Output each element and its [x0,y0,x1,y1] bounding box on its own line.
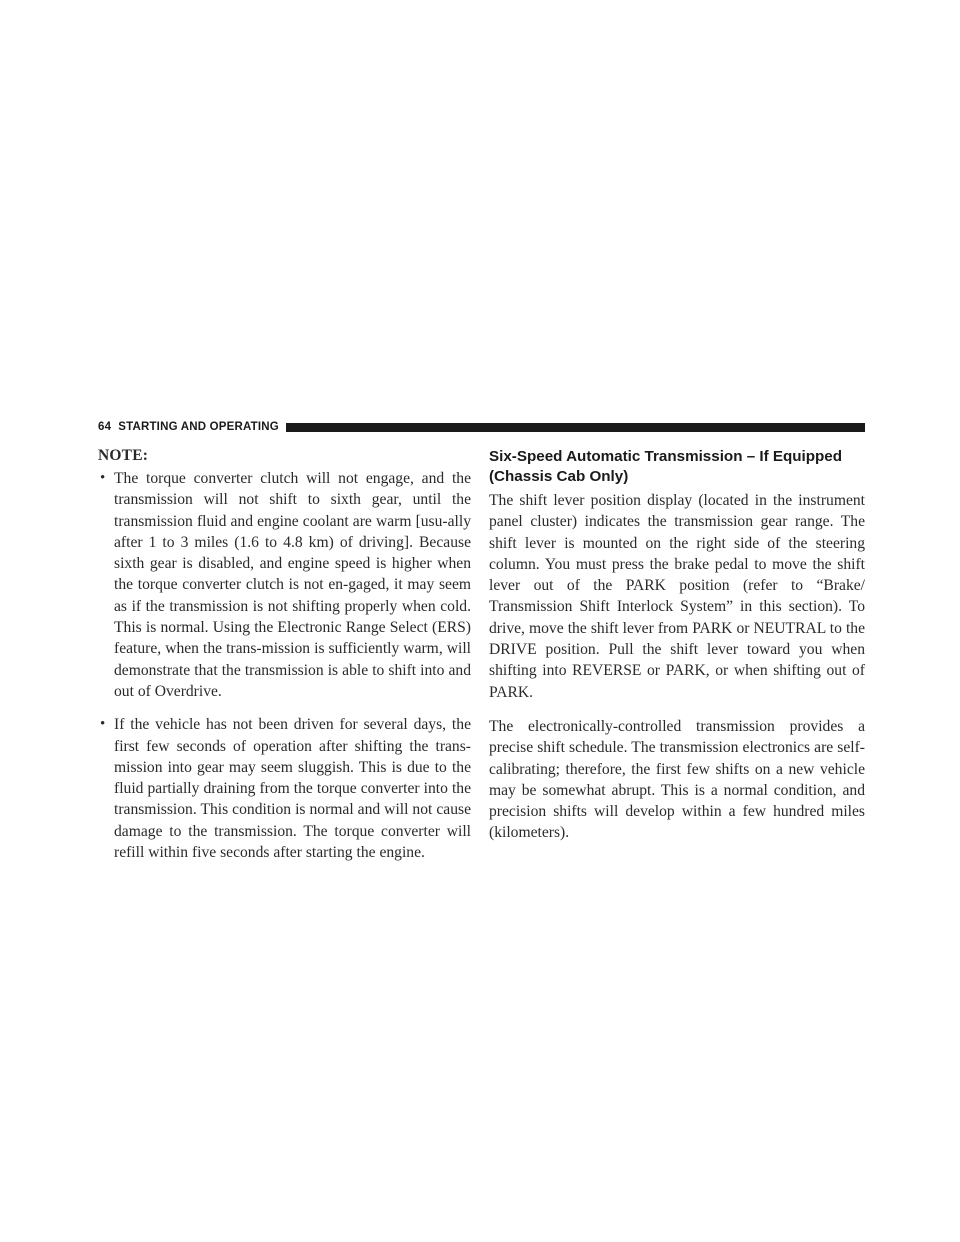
page-number: 64 [98,421,112,433]
bullet-icon: • [100,470,106,486]
page-header [98,420,865,434]
header-rule [286,423,865,432]
bullet-icon: • [100,716,106,733]
bullet-text: The torque converter clutch will not engage, and the transmission will not shift to sixth gear, until the transmission fluid and engine coolant are warm [usu-ally after 1 to 3 miles (1.6 to 4.8 km) of driving]. Because sixth gear is disabled, and engine speed is higher when the torque converter clutch is not en-gaged, it may seem as if the transmission is not shifting properly when cold. This is normal. Using the Electronic Range Select (ERS) feature, when the trans-mission is sufficiently warm, will demonstrate that the transmission is able to shift into and out of Overdrive. [114,470,471,700]
paragraph: The shift lever position display (located in the instrument panel cluster) indicates the transmission gear range. The shift lever is mounted on the right side of the steering column. You must press the brake pedal to move the shift lever out of the PARK position (refer to “Brake/ Transmission Shift Interlock System” in this section). To drive, move the shift lever from PARK or NEUTRAL to the DRIVE position. Pull the shift lever toward you when shifting into REVERSE or PARK, or when shifting out of PARK. [489,492,865,701]
list-item [98,714,471,863]
list-item [98,468,471,702]
paragraph: The electronically-controlled transmission provides a precise shift schedule. The transmission electronics are self-calibrating; therefore, the first few shifts on a new vehicle may be somewhat abrupt. This is a normal condition, and precision shifts will develop within a few hundred miles (kilometers). [489,717,865,842]
left-column [98,447,471,875]
right-column [489,447,865,857]
note-bullet-list [98,468,471,863]
section-title: STARTING AND OPERATING [118,421,279,433]
note-label: NOTE: [98,447,149,464]
section-heading: Six-Speed Automatic Transmission – If Equipped (Chassis Cab Only) [489,448,843,485]
bullet-text: If the vehicle has not been driven for several days, the first few seconds of operation after shifting the trans-mission into gear may seem sluggish. This is due to the fluid partially draining from the torque converter into the transmission. This condition is normal and will not cause damage to the transmission. The torque converter will refill within five seconds after starting the engine. [114,716,471,862]
